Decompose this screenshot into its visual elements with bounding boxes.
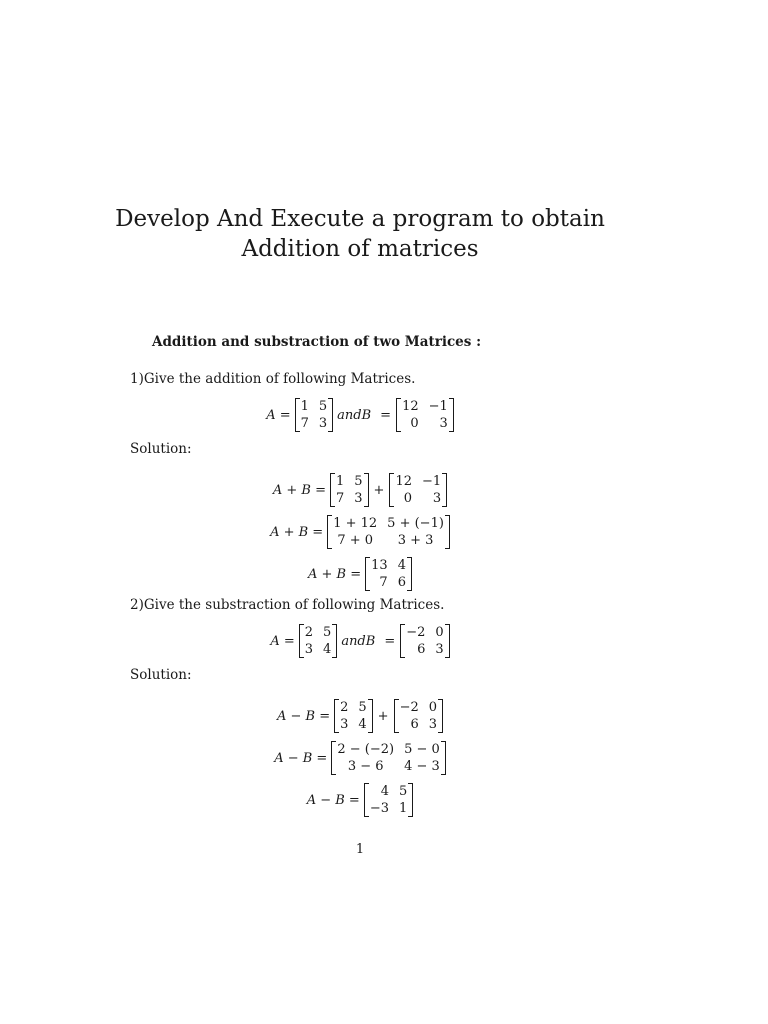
matrix-cell: 0 <box>410 416 419 431</box>
matrix-cell: 3 <box>354 491 363 506</box>
matrix-cell: 2 <box>340 700 349 715</box>
matrix-cell: 5 <box>318 399 328 414</box>
matrix-cell: −1 <box>428 399 448 414</box>
matrix-cell: 4 <box>397 558 406 573</box>
matrix-cell: 4 − 3 <box>404 759 440 774</box>
matrix-a <box>295 398 334 432</box>
matrix-cell: 3 <box>439 416 448 431</box>
problem-1-step-1 <box>0 473 720 507</box>
title-line-1: Develop And Execute a program to obtain <box>115 206 605 232</box>
and-word: andB <box>337 407 372 423</box>
matrix-result <box>365 557 412 591</box>
matrix-cell: 6 <box>410 717 419 732</box>
matrix-a <box>330 473 369 507</box>
problem-2-given-equation <box>0 624 720 658</box>
matrix-cell: 1 + 12 <box>333 516 378 531</box>
equation-lhs: A = <box>270 633 295 649</box>
equals-sign: = <box>384 633 396 649</box>
matrix-cell: 0 <box>428 700 438 715</box>
problem-2-prompt: 2)Give the substraction of following Matrices. <box>130 597 445 613</box>
and-word: andB <box>341 633 376 649</box>
matrix-b <box>389 473 447 507</box>
equation-lhs: A + B = <box>270 524 324 540</box>
matrix-cell: −3 <box>369 801 389 816</box>
matrix-cell: 4 <box>323 642 332 657</box>
matrix-cell: 3 <box>432 491 442 506</box>
section-heading: Addition and substraction of two Matrices : <box>152 334 482 350</box>
matrix-cell: 3 <box>435 642 444 657</box>
matrix-cell: 0 <box>435 625 444 640</box>
problem-2-step-1 <box>0 699 720 733</box>
matrix-cell: 5 − 0 <box>404 742 440 757</box>
equation-lhs: A − B = <box>306 792 360 808</box>
problem-1-given-equation <box>0 398 720 432</box>
plus-sign: + <box>377 708 389 724</box>
matrix-cell: 12 <box>395 474 412 489</box>
matrix-difference-expanded <box>331 741 445 775</box>
problem-2-step-3 <box>0 783 720 817</box>
problem-2-step-2 <box>0 741 720 775</box>
page-number: 1 <box>355 842 365 857</box>
matrix-cell: 5 <box>323 625 332 640</box>
matrix-a <box>334 699 373 733</box>
equals-sign: = <box>380 407 392 423</box>
matrix-cell: 5 + (−1) <box>387 516 444 531</box>
matrix-cell: 7 <box>379 575 388 590</box>
matrix-cell: 5 <box>358 700 367 715</box>
equation-lhs: A = <box>266 407 291 423</box>
matrix-cell: 1 <box>399 801 408 816</box>
matrix-cell: 7 + 0 <box>337 533 374 548</box>
equation-lhs: A − B = <box>274 750 328 766</box>
matrix-cell: 6 <box>417 642 426 657</box>
matrix-cell: −2 <box>406 625 426 640</box>
matrix-b <box>396 398 454 432</box>
matrix-cell: 4 <box>358 717 367 732</box>
matrix-cell: 4 <box>380 784 389 799</box>
matrix-cell: −1 <box>421 474 442 489</box>
matrix-cell: 3 <box>340 717 349 732</box>
matrix-cell: 3 <box>318 416 328 431</box>
matrix-cell: 7 <box>300 416 309 431</box>
matrix-cell: 6 <box>397 575 406 590</box>
problem-2-solution-label: Solution: <box>130 667 192 683</box>
problem-1-step-3 <box>0 557 720 591</box>
matrix-cell: 3 + 3 <box>397 533 434 548</box>
title-line-2: Addition of matrices <box>241 236 479 262</box>
matrix-cell: 3 <box>428 717 438 732</box>
matrix-b <box>400 624 449 658</box>
problem-1-step-2 <box>0 515 720 549</box>
matrix-cell: 1 <box>335 474 345 489</box>
matrix-sum-expanded <box>327 515 450 549</box>
matrix-cell: 7 <box>335 491 345 506</box>
matrix-cell: 13 <box>371 558 388 573</box>
matrix-cell: 12 <box>402 399 419 414</box>
matrix-cell: 0 <box>403 491 412 506</box>
matrix-cell: 2 − (−2) <box>337 742 395 757</box>
matrix-result <box>364 783 413 817</box>
plus-sign: + <box>373 482 385 498</box>
matrix-cell: 5 <box>354 474 363 489</box>
matrix-cell: 1 <box>300 399 309 414</box>
matrix-cell: 3 − 6 <box>347 759 384 774</box>
matrix-cell: 3 <box>304 642 314 657</box>
matrix-cell: −2 <box>399 700 419 715</box>
matrix-cell: 2 <box>304 625 314 640</box>
equation-lhs: A + B = <box>272 482 326 498</box>
equation-lhs: A − B = <box>276 708 331 724</box>
problem-1-prompt: 1)Give the addition of following Matrices. <box>130 371 416 387</box>
problem-1-solution-label: Solution: <box>130 441 192 457</box>
equation-lhs: A + B = <box>308 566 362 582</box>
matrix-a <box>299 624 338 658</box>
matrix-b <box>394 699 443 733</box>
matrix-cell: 5 <box>399 784 408 799</box>
